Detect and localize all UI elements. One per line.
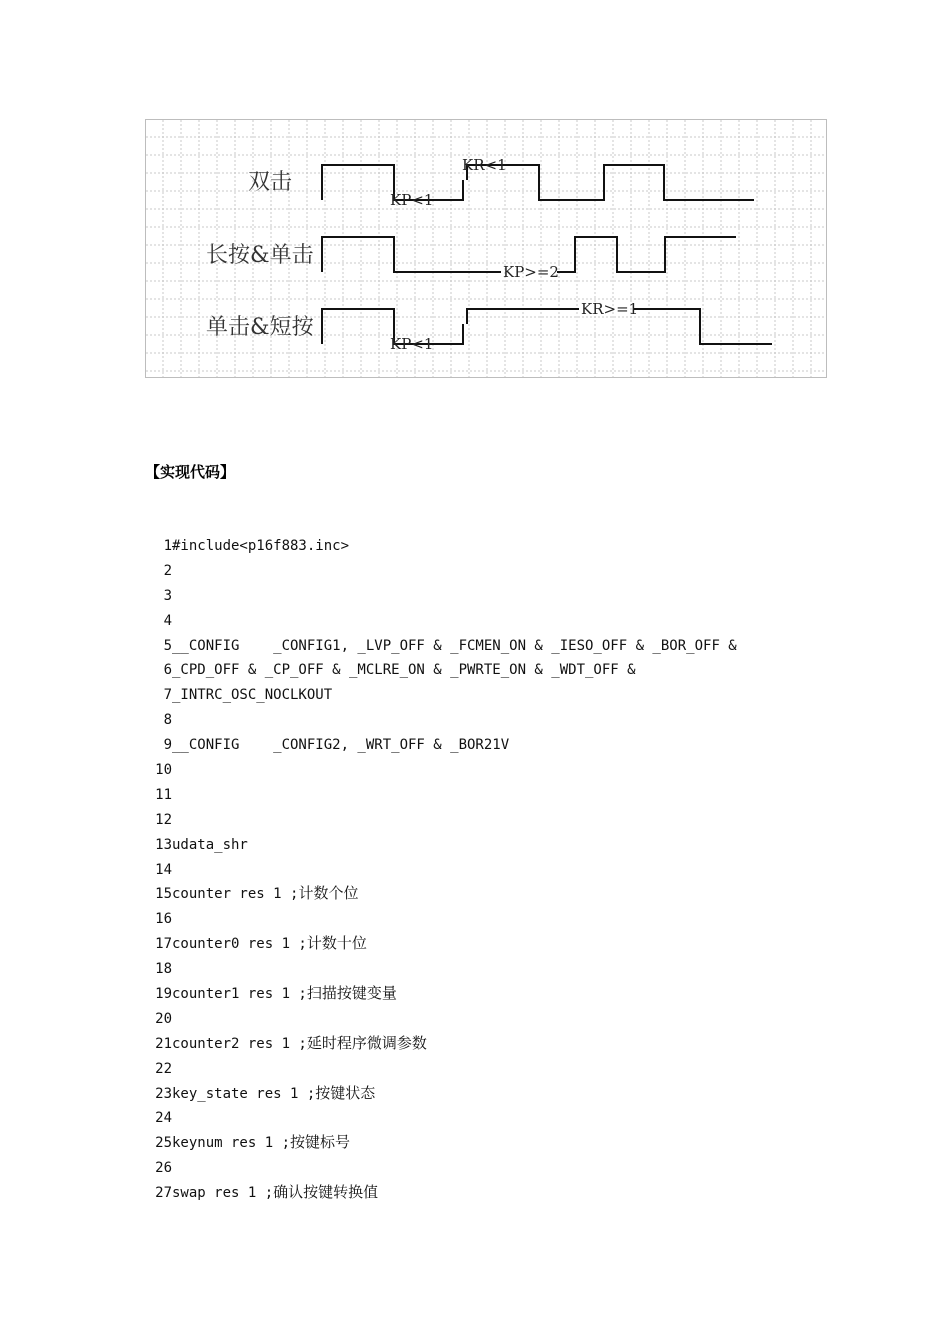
line-number: 18 xyxy=(155,961,172,978)
line-number: 6 xyxy=(163,662,172,679)
code-comment: 按键状态 xyxy=(315,1083,376,1102)
line-number: 26 xyxy=(155,1160,172,1177)
line-number: 15 xyxy=(155,886,172,903)
code-comment: 确认按键转换值 xyxy=(273,1183,379,1202)
line-number: 14 xyxy=(155,861,172,878)
label-kr-gte-1-row3: KR>=1 xyxy=(581,300,639,318)
code-text: udata_shr xyxy=(172,836,248,853)
code-comment: 延时程序微调参数 xyxy=(306,1033,427,1052)
line-number: 25 xyxy=(155,1135,172,1152)
code-line xyxy=(150,682,737,707)
line-number: 20 xyxy=(155,1010,172,1027)
code-text: key_state res 1 ; xyxy=(172,1085,316,1102)
code-line xyxy=(150,857,737,882)
line-number: 19 xyxy=(155,986,172,1003)
line-number: 11 xyxy=(155,786,172,803)
code-text: swap res 1 ; xyxy=(172,1185,274,1202)
line-number: 21 xyxy=(155,1035,172,1052)
code-text: counter1 res 1 ; xyxy=(172,986,307,1003)
code-comment: 计数个位 xyxy=(298,884,359,903)
code-line xyxy=(150,832,737,857)
label-kp-lt-1-row3: KP<1 xyxy=(390,335,434,353)
code-comment: 扫描按键变量 xyxy=(306,984,397,1003)
line-number: 4 xyxy=(163,612,172,629)
code-line xyxy=(150,732,737,757)
code-line xyxy=(150,1006,737,1031)
label-kp-lt-1-row1: KP<1 xyxy=(390,191,434,209)
line-number: 8 xyxy=(163,712,172,729)
code-line xyxy=(150,533,737,558)
code-line xyxy=(150,1180,737,1205)
row-label-long-press-single-click: 长按&单击 xyxy=(206,243,314,268)
code-text: #include<p16f883.inc> xyxy=(172,538,350,554)
code-text: __CONFIG _CONFIG2, _WRT_OFF & _BOR21V xyxy=(172,737,510,754)
code-line xyxy=(150,807,737,832)
line-number: 13 xyxy=(155,836,172,853)
code-line xyxy=(150,1105,737,1130)
code-text: keynum res 1 ; xyxy=(172,1135,291,1152)
key-timing-diagram xyxy=(145,119,827,378)
implementation-code-heading: 【实现代码】 xyxy=(145,463,236,481)
code-text: counter2 res 1 ; xyxy=(172,1035,307,1052)
line-number: 9 xyxy=(163,737,172,754)
line-number: 24 xyxy=(155,1110,172,1127)
code-line xyxy=(150,956,737,981)
code-line xyxy=(150,1031,737,1056)
code-line xyxy=(150,583,737,608)
line-number: 27 xyxy=(155,1185,172,1202)
code-line xyxy=(150,1130,737,1155)
row-label-single-click-short-press: 单击&短按 xyxy=(206,315,314,340)
line-number: 10 xyxy=(155,762,172,779)
line-number: 5 xyxy=(163,637,172,654)
line-number: 3 xyxy=(163,587,172,604)
code-line xyxy=(150,1056,737,1081)
line-number: 23 xyxy=(155,1085,172,1102)
code-line xyxy=(150,881,737,906)
label-kr-lt-1-row1: KR<1 xyxy=(462,156,507,174)
line-number: 16 xyxy=(155,911,172,928)
code-text: counter0 res 1 ; xyxy=(172,936,307,953)
code-comment: 计数十位 xyxy=(306,934,367,953)
code-line xyxy=(150,931,737,956)
line-number: 12 xyxy=(155,811,172,828)
line-number: 1 xyxy=(163,538,172,554)
line-number: 7 xyxy=(163,687,172,704)
code-line xyxy=(150,608,737,633)
code-text: counter res 1 ; xyxy=(172,886,299,903)
code-line xyxy=(150,633,737,658)
code-text: __CONFIG _CONFIG1, _LVP_OFF & _FCMEN_ON & _IESO_OFF & _BOR_OFF & xyxy=(172,637,737,654)
code-line xyxy=(150,981,737,1006)
line-number: 17 xyxy=(155,936,172,953)
code-text: _INTRC_OSC_NOCLKOUT xyxy=(172,687,333,704)
code-line xyxy=(150,558,737,583)
row-label-double-click: 双击 xyxy=(248,170,293,195)
code-comment: 按键标号 xyxy=(290,1133,351,1152)
code-text: _CPD_OFF & _CP_OFF & _MCLRE_ON & _PWRTE_ON & _WDT_OFF & xyxy=(172,662,636,679)
code-line xyxy=(150,906,737,931)
code-listing xyxy=(150,533,737,1205)
code-line xyxy=(150,1081,737,1106)
code-line xyxy=(150,707,737,732)
code-line xyxy=(150,757,737,782)
line-number: 2 xyxy=(163,562,172,579)
label-kp-gte-2-row2: KP>=2 xyxy=(503,263,559,281)
code-line xyxy=(150,1155,737,1180)
line-number: 22 xyxy=(155,1060,172,1077)
code-line xyxy=(150,657,737,682)
code-line xyxy=(150,782,737,807)
